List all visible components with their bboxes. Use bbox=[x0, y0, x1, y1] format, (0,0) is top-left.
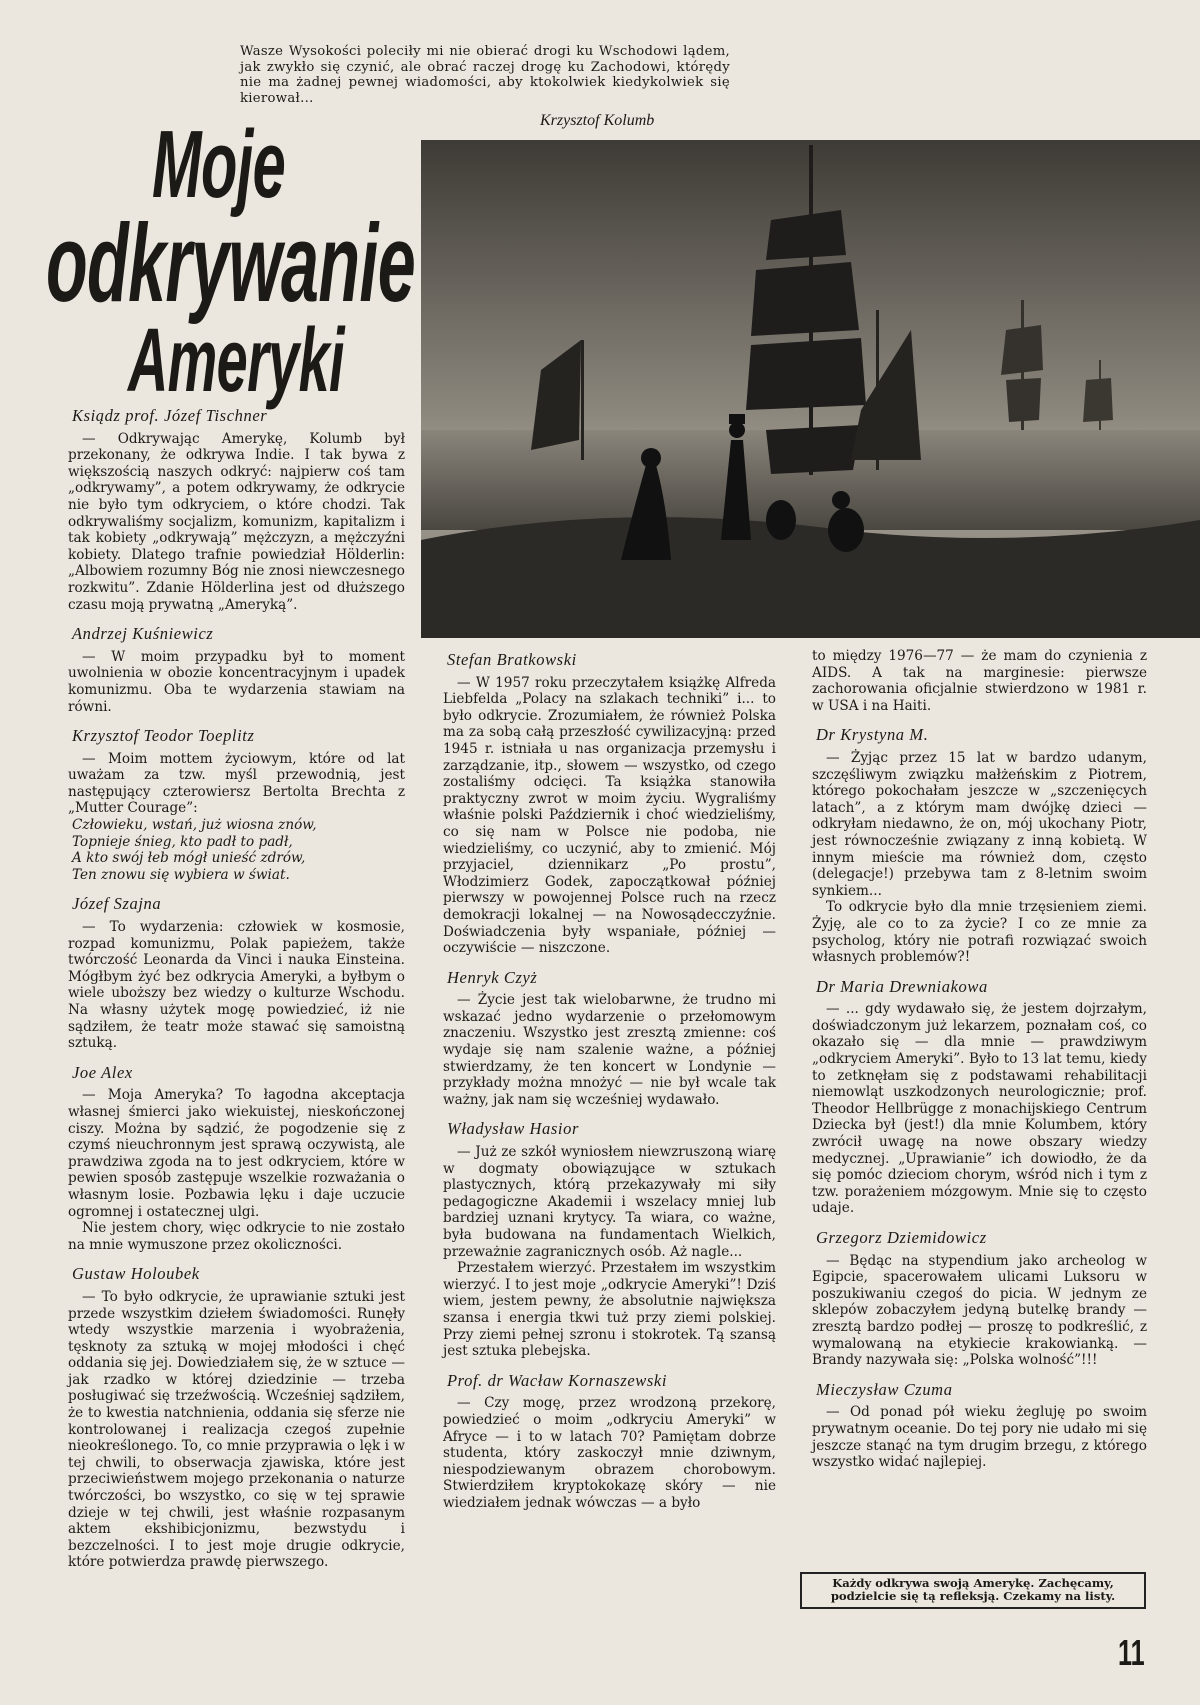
author-name: Józef Szajna bbox=[72, 894, 162, 914]
paragraph: — To wydarzenia: człowiek w kosmosie, rozpad komunizmu, Polak papieżem, także twórczość Leonarda da Vinci i nauka Einsteina. Mógłbym żyć bez odkrycia Ameryki, a byłbym o wiele uboższy bez wiedzy o kulturze Wschodu. Na własny użytek mogę powiedzieć, iż nie sądziłem, że teatr może stawać się samoistną sztuką. bbox=[68, 919, 405, 1052]
author-name: Dr Maria Drewniakowa bbox=[816, 976, 988, 996]
poem-line: Człowieku, wstań, już wiosna znów, bbox=[72, 817, 317, 834]
poem-line: Topnieje śnieg, kto padł to padł, bbox=[72, 833, 293, 850]
epigraph-author: Krzysztof Kolumb bbox=[540, 112, 655, 129]
column-1 bbox=[68, 408, 405, 1571]
paragraph: Przestałem wierzyć. Przestałem im wszystkim wierzyć. I to jest moje „odkrycie Ameryki”! Dziś wiem, jestem pewny, że absolutnie największa szansa i energia tkwi tuż przy ziemi polskiej. Przy ziemi pełnej szronu i stokrotek. Tą szansą jest sztuka plebejska. bbox=[443, 1260, 776, 1360]
paragraph: — Od ponad pół wieku żegluję po swoim prywatnym oceanie. Do tej pory nie udało mi się jeszcze stanąć na tym drugim brzegu, z którego wszystko widać najlepiej. bbox=[812, 1404, 1147, 1471]
author-name: Joe Alex bbox=[72, 1062, 133, 1082]
sailing-ships-painting bbox=[421, 140, 1200, 638]
epigraph-text: Wasze Wysokości poleciły mi nie obierać drogi ku Wschodowi lądem, jak zwykło się czynić, ale obrać raczej drogę ku Zachodowi, którędy nie ma żadnej pewnej wiadomości, aby ktokolwiek kiedykolwiek się kierował... bbox=[240, 44, 730, 106]
callout-box: Każdy odkrywa swoją Amerykę. Zachęcamy, podzielcie się tą refleksją. Czekamy na listy. bbox=[800, 1572, 1146, 1609]
title-line-1: Moje bbox=[152, 111, 286, 218]
paragraph: — Życie jest tak wielobarwne, że trudno mi wskazać jedno wydarzenie o przełomowym znaczeniu. Wszystko jest zresztą zmienne: coś wydaje się nam szalenie ważne, a później stwierdzamy, że ten koncert w Londynie — przykłady można mnożyć — nie był wcale tak ważny, jak nam się wcześniej wydawało. bbox=[443, 992, 776, 1108]
paragraph: to między 1976—77 — że mam do czynienia z AIDS. A tak na marginesie: pierwsze zachorowania oficjalnie stwierdzono w 1981 r. w USA i na Haiti. bbox=[812, 648, 1147, 714]
paragraph: — W moim przypadku był to moment uwolnienia w obozie koncentracyjnym i upadek komunizmu. Oba te wydarzenia stawiam na równi. bbox=[68, 648, 405, 715]
paragraph: — W 1957 roku przeczytałem książkę Alfreda Liebfelda „Polacy na szlakach techniki” i... to było odkrycie. Zrozumiałem, że również Polska ma za sobą całą przeszłość cywilizacyjną: przed 1945 r. istniała u nas organizacja przemysłu i zarządzanie, itp., słowem — wszystko, od czego zostaliśmy odcięci. Ta książka stanowiła praktyczny zwrot w moim życiu. Wygraliśmy właśnie polski Październik i choć wiedzieliśmy, co się nam w Polsce nie podoba, nie wiedzieliśmy, co uczynić, aby to zmienić. Mój przyjaciel, dziennikarz „Po prostu”, Włodzimierz Godek, zapoczątkował później pierwszy w powojennej Polsce ruch na rzecz demokracji lokalnej — na Nowosądecczyźnie. Doświadczenia były wspaniałe, później — oczywiście — niszczone. bbox=[443, 674, 776, 957]
author-name: Dr Krystyna M. bbox=[816, 725, 929, 745]
painting-svg bbox=[421, 140, 1200, 638]
poem-line: Ten znowu się wybiera w świat. bbox=[72, 866, 290, 883]
author-name: Władysław Hasior bbox=[447, 1119, 579, 1139]
paragraph: — ... gdy wydawało się, że jestem dojrzałym, doświadczonym już lekarzem, poznałam coś, co okazało się — dla mnie — prawdziwym „odkryciem Ameryki”. Było to 13 lat temu, kiedy to zetknęłam się z podstawami rehabilitacji niemowląt uszkodzonych neurologicznie; prof. Theodor Hellbrügge z monachijskiego Centrum Dziecka był (jest!) dla mnie Kolumbem, który zwrócił uwagę na nowe obszary wiedzy medycznej. „Uprawianie” ich dowiodło, że da się pomóc dzieciom chorym, wśród nich i tym z tzw. porażeniem mózgowym. Mnie się to często udaje. bbox=[812, 1001, 1147, 1217]
shore bbox=[421, 517, 1200, 638]
author-name: Gustaw Holoubek bbox=[72, 1264, 200, 1284]
poem bbox=[72, 817, 405, 883]
title-line-3: Ameryki bbox=[128, 311, 344, 411]
poem-line: A kto swój łeb mógł unieść zdrów, bbox=[72, 850, 306, 867]
paragraph: — To było odkrycie, że uprawianie sztuki jest przede wszystkim dziełem świadomości. Runęły wtedy wszystkie marzenia i wyobrażenia, tęsknoty za sztuką w mojej młodości i chęć oddania się jej. Dowiedziałem się, że w sztuce — jak rzadko w której dziedzinie — trzeba posługiwać się trzeźwością. Wcześniej sądziłem, że to kwestia natchnienia, oddania się sferze nie kontrolowanej i realizacja czegoś zupełnie nieokreślonego. To, co mnie przyprawia o lęk i w tej chwili, to obserwacja zjawiska, które jest przeciwieństwem mojego przekonania o naturze twórczości, bo wszystko, co się w tej sprawie dzieje w tej chwili, jest właśnie rozpasanym aktem ekshibicjonizmu, bezwstydu i bezczelności. I to jest moje drugie odkrycie, które potwierdza prawdę pierwszego. bbox=[68, 1288, 405, 1571]
author-name: Mieczysław Czuma bbox=[816, 1379, 953, 1399]
paragraph: Nie jestem chory, więc odkrycie to nie zostało na mnie wymuszone przez okoliczności. bbox=[68, 1220, 405, 1253]
title-line-2: odkrywanie bbox=[46, 202, 416, 325]
paragraph: — Moja Ameryka? To łagodna akceptacja własnej śmierci jako wiekuistej, nieskończonej ciszy. Można by sądzić, że pogodzenie się z czymś nieuchronnym jest sprawą oczywistą, ale prawdziwa zgoda na to jest odkryciem, które w pewien sposób zastępuje wszelkie rozważania o własnym losie. Pozbawia lęku i daje uczucie ogromnej i ostatecznej ulgi. bbox=[68, 1087, 405, 1220]
author-name: Stefan Bratkowski bbox=[447, 650, 577, 669]
column-3 bbox=[812, 648, 1147, 1471]
author-name: Krzysztof Teodor Toeplitz bbox=[72, 726, 255, 746]
page-number: 11 bbox=[1118, 1632, 1145, 1673]
paragraph: — Czy mogę, przez wrodzoną przekorę, powiedzieć o moim „odkryciu Ameryki” w Afryce — i to w latach 70? Pamiętam dobrze studenta, który zaskoczył mnie dziwnym, niespodziewanym obrazem chorobowym. Stwierdziłem kryptokokazę skóry — nie wiedziałem jednak wówczas — a było bbox=[443, 1395, 776, 1511]
author-name: Ksiądz prof. Józef Tischner bbox=[72, 406, 268, 425]
author-name: Andrzej Kuśniewicz bbox=[72, 624, 214, 644]
paragraph: — Odkrywając Amerykę, Kolumb był przekonany, że odkrywa Indie. I tak bywa z większością naszych odkryć: najpierw coś tam „odkrywamy”, a potem odkrywamy, że odkrycie nie było tym odkryciem, o które chodzi. Tak odkrywaliśmy socjalizm, komunizm, kapitalizm i tak kobiety „odkrywają” mężczyzn, a mężczyźni kobiety. Dlatego trafnie powiedział Hölderlin: „Albowiem rozumny Bóg nie znosi niewczesnego rozkwitu”. Zdanie Hölderlina jest od dłuższego czasu moją prywatną „Ameryką”. bbox=[68, 430, 405, 613]
column-2 bbox=[443, 652, 776, 1512]
author-name: Henryk Czyż bbox=[447, 967, 538, 987]
author-name: Grzegorz Dziemidowicz bbox=[816, 1228, 987, 1247]
paragraph: To odkrycie było dla mnie trzęsieniem ziemi. Żyję, ale co to za życie? I co ze mnie za psycholog, który nie potrafi rozwiązać swoich własnych problemów?! bbox=[812, 899, 1147, 966]
paragraph: — Moim mottem życiowym, które od lat uważam za tzw. myśl przewodnią, jest następujący czterowiersz Bertolta Brechta z „Mutter Courage”: bbox=[68, 750, 405, 817]
paragraph: — Już ze szkół wyniosłem niewzruszoną wiarę w dogmaty obowiązujące w sztukach plastycznych, którą przekazywały mi siły pedagogiczne Akademii i wszelacy mniej lub bardziej uznani krytycy. Ta wiara, co ważne, była budowana na fundamentach Wielkich, przeważnie zagranicznych osób. Aż nagle... bbox=[443, 1144, 776, 1260]
paragraph: — Żyjąc przez 15 lat w bardzo udanym, szczęśliwym związku małżeńskim z Piotrem, którego pokochałam jeszcze w „szczenięcych latach”, a z którym mam dwójkę dzieci — odkryłam niedawno, że on, mój ukochany Piotr, jest równocześnie związany z inną kobietą. W innym mieście ma również dom, często (delegacje!) przebywa tam z 8-letnim swoim synkiem... bbox=[812, 749, 1147, 899]
paragraph: — Będąc na stypendium jako archeolog w Egipcie, spacerowałem ulicami Luksoru w poszukiwaniu czegoś do picia. W jednym ze sklepów zobaczyłem jedyną butelkę brandy — zresztą bardzo podłej — proszę to podkreślić, z wymalowaną na etykiecie krakowianką. — Brandy nazywała się: „Polska wolność”!!! bbox=[812, 1252, 1147, 1369]
author-name: Prof. dr Wacław Kornaszewski bbox=[447, 1370, 668, 1390]
